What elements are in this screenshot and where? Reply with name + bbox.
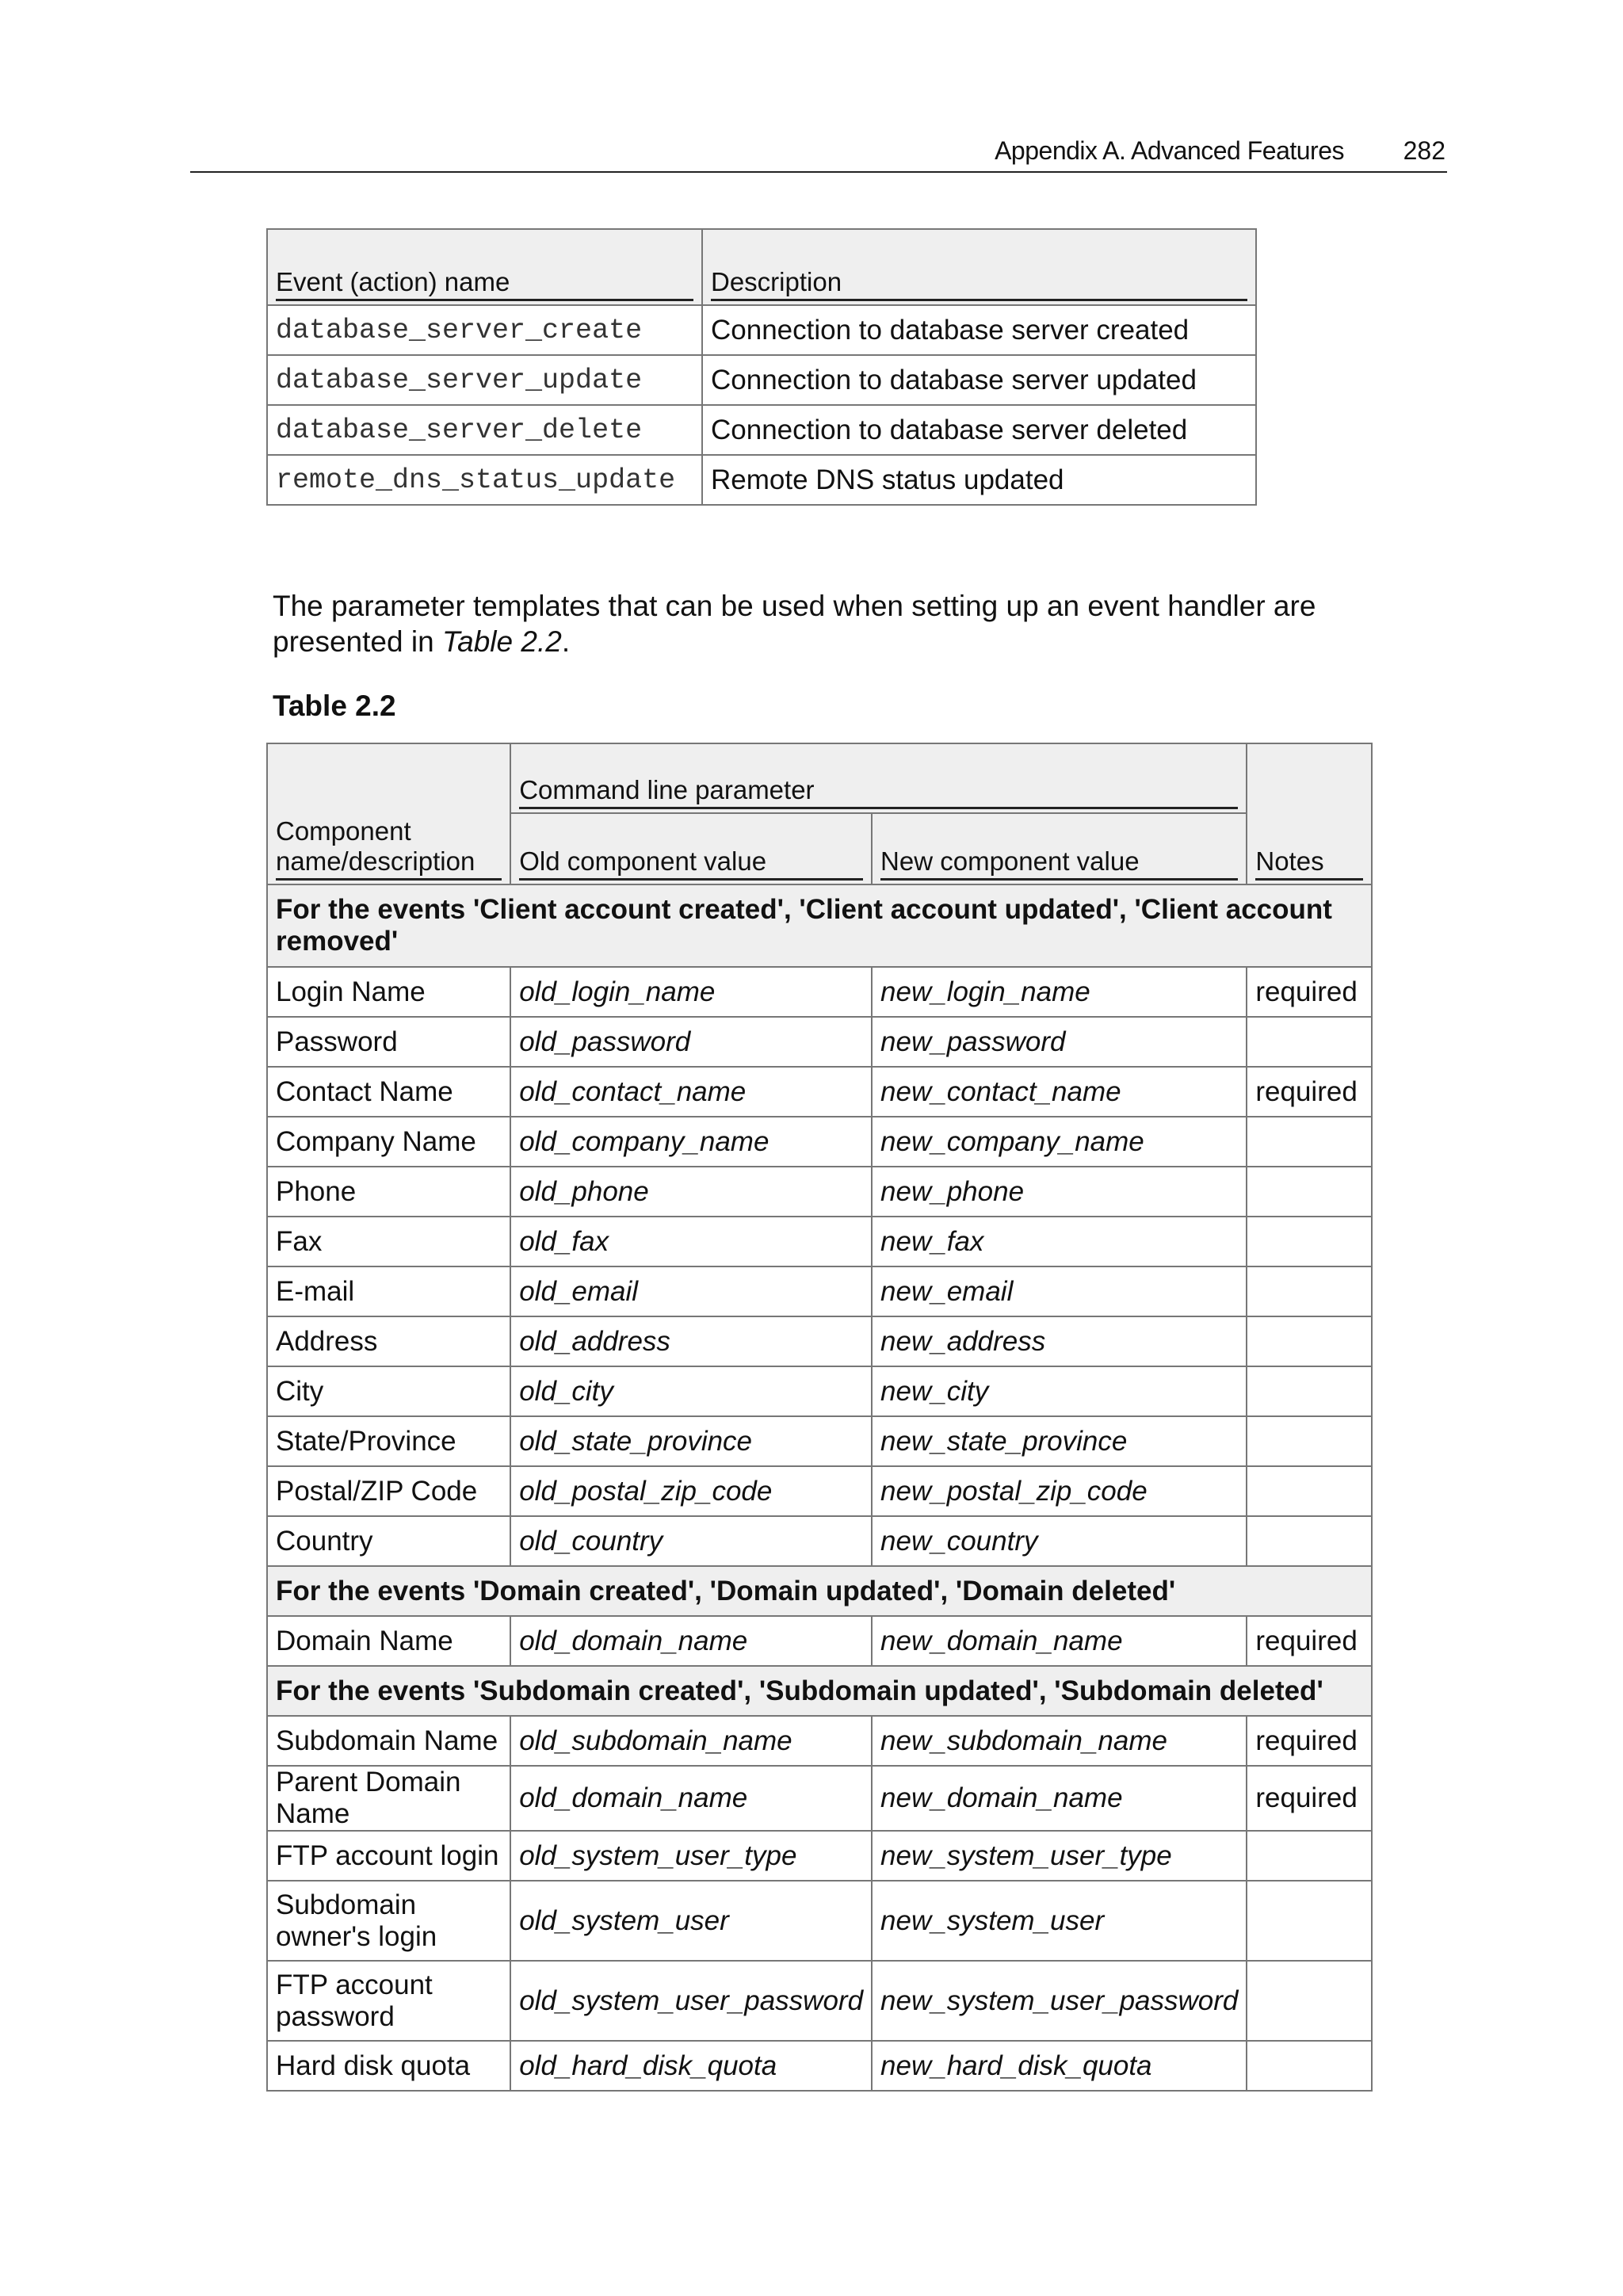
table-caption: Table 2.2	[273, 690, 396, 722]
table-row	[267, 1766, 1372, 1831]
component-cell: Login Name	[267, 967, 510, 1017]
component-cell: Hard disk quota	[267, 2041, 510, 2091]
component-cell: FTP account login	[267, 1831, 510, 1881]
new-value-cell: new_address	[872, 1316, 1247, 1366]
component-cell: E-mail	[267, 1266, 510, 1316]
table-row	[267, 1167, 1372, 1217]
notes-cell	[1247, 1961, 1372, 2041]
new-value-cell: new_subdomain_name	[872, 1716, 1247, 1766]
component-cell: Country	[267, 1516, 510, 1566]
notes-cell	[1247, 1117, 1372, 1167]
table-row	[267, 1217, 1372, 1266]
component-cell: State/Province	[267, 1416, 510, 1466]
old-value-cell: old_system_user	[510, 1881, 872, 1961]
notes-cell	[1247, 1266, 1372, 1316]
notes-cell	[1247, 1881, 1372, 1961]
parameters-table	[266, 743, 1373, 2092]
table-row	[267, 967, 1372, 1017]
events-col-description: Description	[702, 229, 1256, 305]
new-value-cell: new_company_name	[872, 1117, 1247, 1167]
notes-cell	[1247, 1217, 1372, 1266]
component-cell: Subdomain Name	[267, 1716, 510, 1766]
old-value-cell: old_hard_disk_quota	[510, 2041, 872, 2091]
notes-cell: required	[1247, 967, 1372, 1017]
notes-cell	[1247, 2041, 1372, 2091]
table-row	[267, 1316, 1372, 1366]
section-title: For the events 'Client account created', 'Client account updated', 'Client account removed'	[267, 884, 1372, 967]
old-value-cell: old_contact_name	[510, 1067, 872, 1117]
component-cell: Domain Name	[267, 1616, 510, 1666]
header-new-value: New component value	[872, 813, 1247, 884]
notes-cell: required	[1247, 1067, 1372, 1117]
new-value-cell: new_postal_zip_code	[872, 1466, 1247, 1516]
component-cell: Phone	[267, 1167, 510, 1217]
header-notes: Notes	[1247, 743, 1372, 884]
notes-cell	[1247, 1167, 1372, 1217]
old-value-cell: old_phone	[510, 1167, 872, 1217]
table-row	[267, 1516, 1372, 1566]
table-row	[267, 1466, 1372, 1516]
table-row	[267, 1716, 1372, 1766]
old-value-cell: old_address	[510, 1316, 872, 1366]
notes-cell	[1247, 1366, 1372, 1416]
component-cell: Subdomain owner's login	[267, 1881, 510, 1961]
new-value-cell: new_city	[872, 1366, 1247, 1416]
header-old-value: Old component value	[510, 813, 872, 884]
event-name: database_server_delete	[267, 405, 702, 455]
table-row	[267, 355, 1256, 405]
new-value-cell: new_domain_name	[872, 1616, 1247, 1666]
new-value-cell: new_password	[872, 1017, 1247, 1067]
new-value-cell: new_system_user_password	[872, 1961, 1247, 2041]
old-value-cell: old_subdomain_name	[510, 1716, 872, 1766]
table-row	[267, 1881, 1372, 1961]
notes-cell	[1247, 1316, 1372, 1366]
event-description: Connection to database server created	[702, 305, 1256, 355]
table-row	[267, 1961, 1372, 2041]
intro-paragraph: The parameter templates that can be used when setting up an event handler are presented in Table 2.2.	[273, 590, 1316, 658]
old-value-cell: old_postal_zip_code	[510, 1466, 872, 1516]
table-row	[267, 455, 1256, 505]
component-cell: Contact Name	[267, 1067, 510, 1117]
event-name: database_server_update	[267, 355, 702, 405]
table-row	[267, 1067, 1372, 1117]
notes-cell	[1247, 1516, 1372, 1566]
old-value-cell: old_city	[510, 1366, 872, 1416]
header-command-line: Command line parameter	[510, 743, 1247, 813]
section-row	[267, 884, 1372, 967]
table-row	[267, 1831, 1372, 1881]
notes-cell	[1247, 1831, 1372, 1881]
table-row	[267, 1616, 1372, 1666]
old-value-cell: old_password	[510, 1017, 872, 1067]
header-component: Component name/description	[267, 743, 510, 884]
event-description: Connection to database server deleted	[702, 405, 1256, 455]
notes-cell: required	[1247, 1616, 1372, 1666]
old-value-cell: old_fax	[510, 1217, 872, 1266]
table-row	[267, 405, 1256, 455]
table-row	[267, 2041, 1372, 2091]
new-value-cell: new_email	[872, 1266, 1247, 1316]
section-row	[267, 1566, 1372, 1616]
event-name: remote_dns_status_update	[267, 455, 702, 505]
table-row	[267, 1117, 1372, 1167]
notes-cell: required	[1247, 1766, 1372, 1831]
new-value-cell: new_fax	[872, 1217, 1247, 1266]
table-row	[267, 305, 1256, 355]
new-value-cell: new_phone	[872, 1167, 1247, 1217]
new-value-cell: new_system_user_type	[872, 1831, 1247, 1881]
old-value-cell: old_country	[510, 1516, 872, 1566]
section-title: For the events 'Subdomain created', 'Subdomain updated', 'Subdomain deleted'	[267, 1666, 1372, 1716]
events-col-name: Event (action) name	[267, 229, 702, 305]
notes-cell	[1247, 1017, 1372, 1067]
old-value-cell: old_login_name	[510, 967, 872, 1017]
new-value-cell: new_system_user	[872, 1881, 1247, 1961]
new-value-cell: new_domain_name	[872, 1766, 1247, 1831]
table-row	[267, 1416, 1372, 1466]
component-cell: City	[267, 1366, 510, 1416]
old-value-cell: old_system_user_type	[510, 1831, 872, 1881]
notes-cell: required	[1247, 1716, 1372, 1766]
event-description: Remote DNS status updated	[702, 455, 1256, 505]
event-name: database_server_create	[267, 305, 702, 355]
page-number: 282	[1403, 136, 1445, 165]
header-section-title: Appendix A. Advanced Features	[995, 136, 1344, 165]
component-cell: Fax	[267, 1217, 510, 1266]
notes-cell	[1247, 1466, 1372, 1516]
section-title: For the events 'Domain created', 'Domain updated', 'Domain deleted'	[267, 1566, 1372, 1616]
component-cell: Company Name	[267, 1117, 510, 1167]
new-value-cell: new_state_province	[872, 1416, 1247, 1466]
new-value-cell: new_country	[872, 1516, 1247, 1566]
table-reference: Table 2.2	[441, 625, 562, 658]
old-value-cell: old_email	[510, 1266, 872, 1316]
section-row	[267, 1666, 1372, 1716]
component-cell: Password	[267, 1017, 510, 1067]
old-value-cell: old_domain_name	[510, 1766, 872, 1831]
new-value-cell: new_login_name	[872, 967, 1247, 1017]
new-value-cell: new_contact_name	[872, 1067, 1247, 1117]
event-description: Connection to database server updated	[702, 355, 1256, 405]
table-row	[267, 1366, 1372, 1416]
old-value-cell: old_company_name	[510, 1117, 872, 1167]
component-cell: Parent Domain Name	[267, 1766, 510, 1831]
old-value-cell: old_domain_name	[510, 1616, 872, 1666]
component-cell: FTP account password	[267, 1961, 510, 2041]
component-cell: Postal/ZIP Code	[267, 1466, 510, 1516]
table-row	[267, 1017, 1372, 1067]
new-value-cell: new_hard_disk_quota	[872, 2041, 1247, 2091]
table-row	[267, 1266, 1372, 1316]
component-cell: Address	[267, 1316, 510, 1366]
notes-cell	[1247, 1416, 1372, 1466]
old-value-cell: old_system_user_password	[510, 1961, 872, 2041]
page-header	[190, 133, 1447, 173]
old-value-cell: old_state_province	[510, 1416, 872, 1466]
events-table	[266, 228, 1257, 506]
